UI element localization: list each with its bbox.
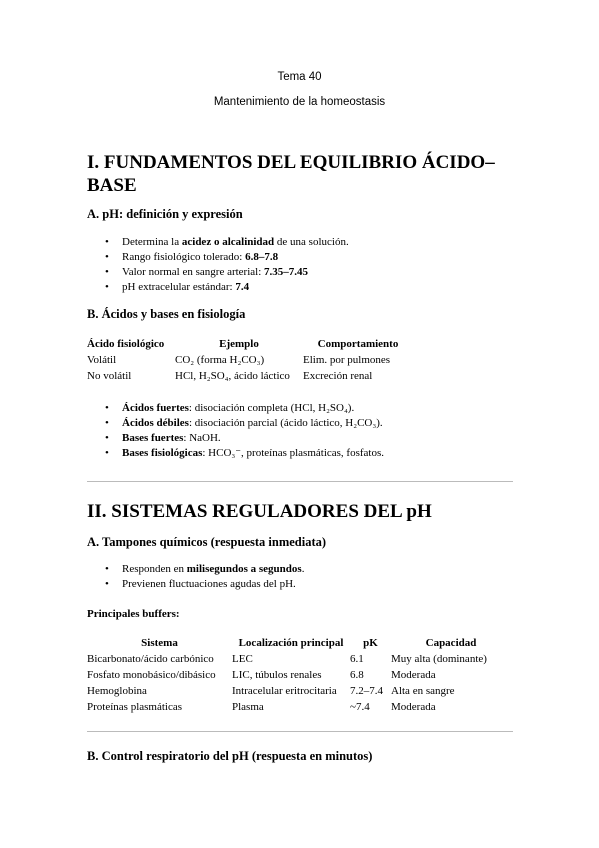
section1-subA-title: A. pH: definición y expresión [87, 207, 243, 221]
list-item: • Bases fuertes: NaOH. [87, 431, 384, 446]
table-row [87, 352, 413, 368]
table-cell: No volátil [87, 370, 132, 382]
section2-title: II. SISTEMAS REGULADORES DEL pH [87, 501, 432, 522]
section-divider [87, 731, 513, 732]
buffers-table [87, 635, 511, 715]
table-cell: Moderada [391, 669, 436, 681]
list-item: • Ácidos fuertes: disociación completa (HCl, H₂SO₄). [87, 401, 384, 416]
table-cell: Intracelular eritrocitaria [232, 685, 337, 697]
table-cell: Volátil [87, 354, 117, 366]
table-cell: Plasma [232, 701, 264, 713]
list-item: • Previenen fluctuaciones agudas del pH. [87, 577, 304, 592]
section2-subA-bullets [87, 562, 304, 592]
list-item: • Responden en milisegundos a segundos. [87, 562, 304, 577]
table-cell: Bicarbonato/ácido carbónico [87, 653, 214, 665]
list-item: • Valor normal en sangre arterial: 7.35–7.45 [87, 265, 349, 280]
list-item: • pH extracelular estándar: 7.4 [87, 280, 349, 295]
table-cell: Muy alta (dominante) [391, 653, 487, 665]
list-item: • Bases fisiológicas: HCO₃⁻, proteínas plasmáticas, fosfatos. [87, 446, 384, 461]
table-header: Sistema [141, 637, 178, 649]
table-cell: 6.8 [350, 669, 364, 681]
table-row [87, 699, 511, 715]
table-cell: LEC [232, 653, 253, 665]
section2-subA-title: A. Tampones químicos (respuesta inmediata) [87, 535, 327, 549]
list-item: • Rango fisiológico tolerado: 6.8–7.8 [87, 250, 349, 265]
table-cell: Alta en sangre [391, 685, 455, 697]
header-topic: Tema 40 [277, 71, 322, 83]
table-row [87, 651, 511, 667]
table-cell: CO₂ (forma H₂CO₃) [175, 354, 265, 366]
table-cell: LIC, túbulos renales [232, 669, 322, 681]
section-divider [87, 481, 513, 482]
section1-subB-title: B. Ácidos y bases en fisiología [87, 307, 246, 321]
table-header: Ejemplo [219, 338, 259, 350]
section1-title [87, 151, 527, 197]
section1-title-line2: BASE [87, 175, 137, 196]
table-row [87, 667, 511, 683]
table-cell: Fosfato monobásico/dibásico [87, 669, 216, 681]
table-header-row [87, 336, 413, 352]
table-cell: Excreción renal [303, 370, 373, 382]
header-subtitle: Mantenimiento de la homeostasis [213, 96, 386, 108]
section1-title-line1: I. FUNDAMENTOS DEL EQUILIBRIO ÁCIDO– [87, 152, 495, 173]
table-header: pK [363, 637, 378, 649]
table-header: Ácido fisiológico [87, 338, 165, 350]
section1-subA-bullets [87, 235, 349, 295]
table-cell: HCl, H₂SO₄, ácido láctico [175, 370, 290, 382]
section2-subB-title: B. Control respiratorio del pH (respuesta en minutos) [87, 749, 373, 763]
table-cell: Elim. por pulmones [303, 354, 391, 366]
table-header: Comportamiento [317, 338, 399, 350]
table-header-row [87, 635, 511, 651]
table-cell: Hemoglobina [87, 685, 147, 697]
table-cell: ~7.4 [350, 701, 370, 713]
table-header: Localización principal [238, 637, 344, 649]
table-cell: 7.2–7.4 [350, 685, 383, 697]
list-item: • Ácidos débiles: disociación parcial (ácido láctico, H₂CO₃). [87, 416, 384, 431]
table-cell: 6.1 [350, 653, 364, 665]
table-cell: Proteínas plasmáticas [87, 701, 183, 713]
table-row [87, 683, 511, 699]
table-header: Capacidad [425, 637, 477, 649]
acids-table [87, 336, 413, 384]
table-cell: Moderada [391, 701, 436, 713]
buffers-title: Principales buffers: [87, 608, 180, 620]
section1-subB-bullets [87, 401, 384, 461]
table-row [87, 368, 413, 384]
list-item: • Determina la acidez o alcalinidad de una solución. [87, 235, 349, 250]
